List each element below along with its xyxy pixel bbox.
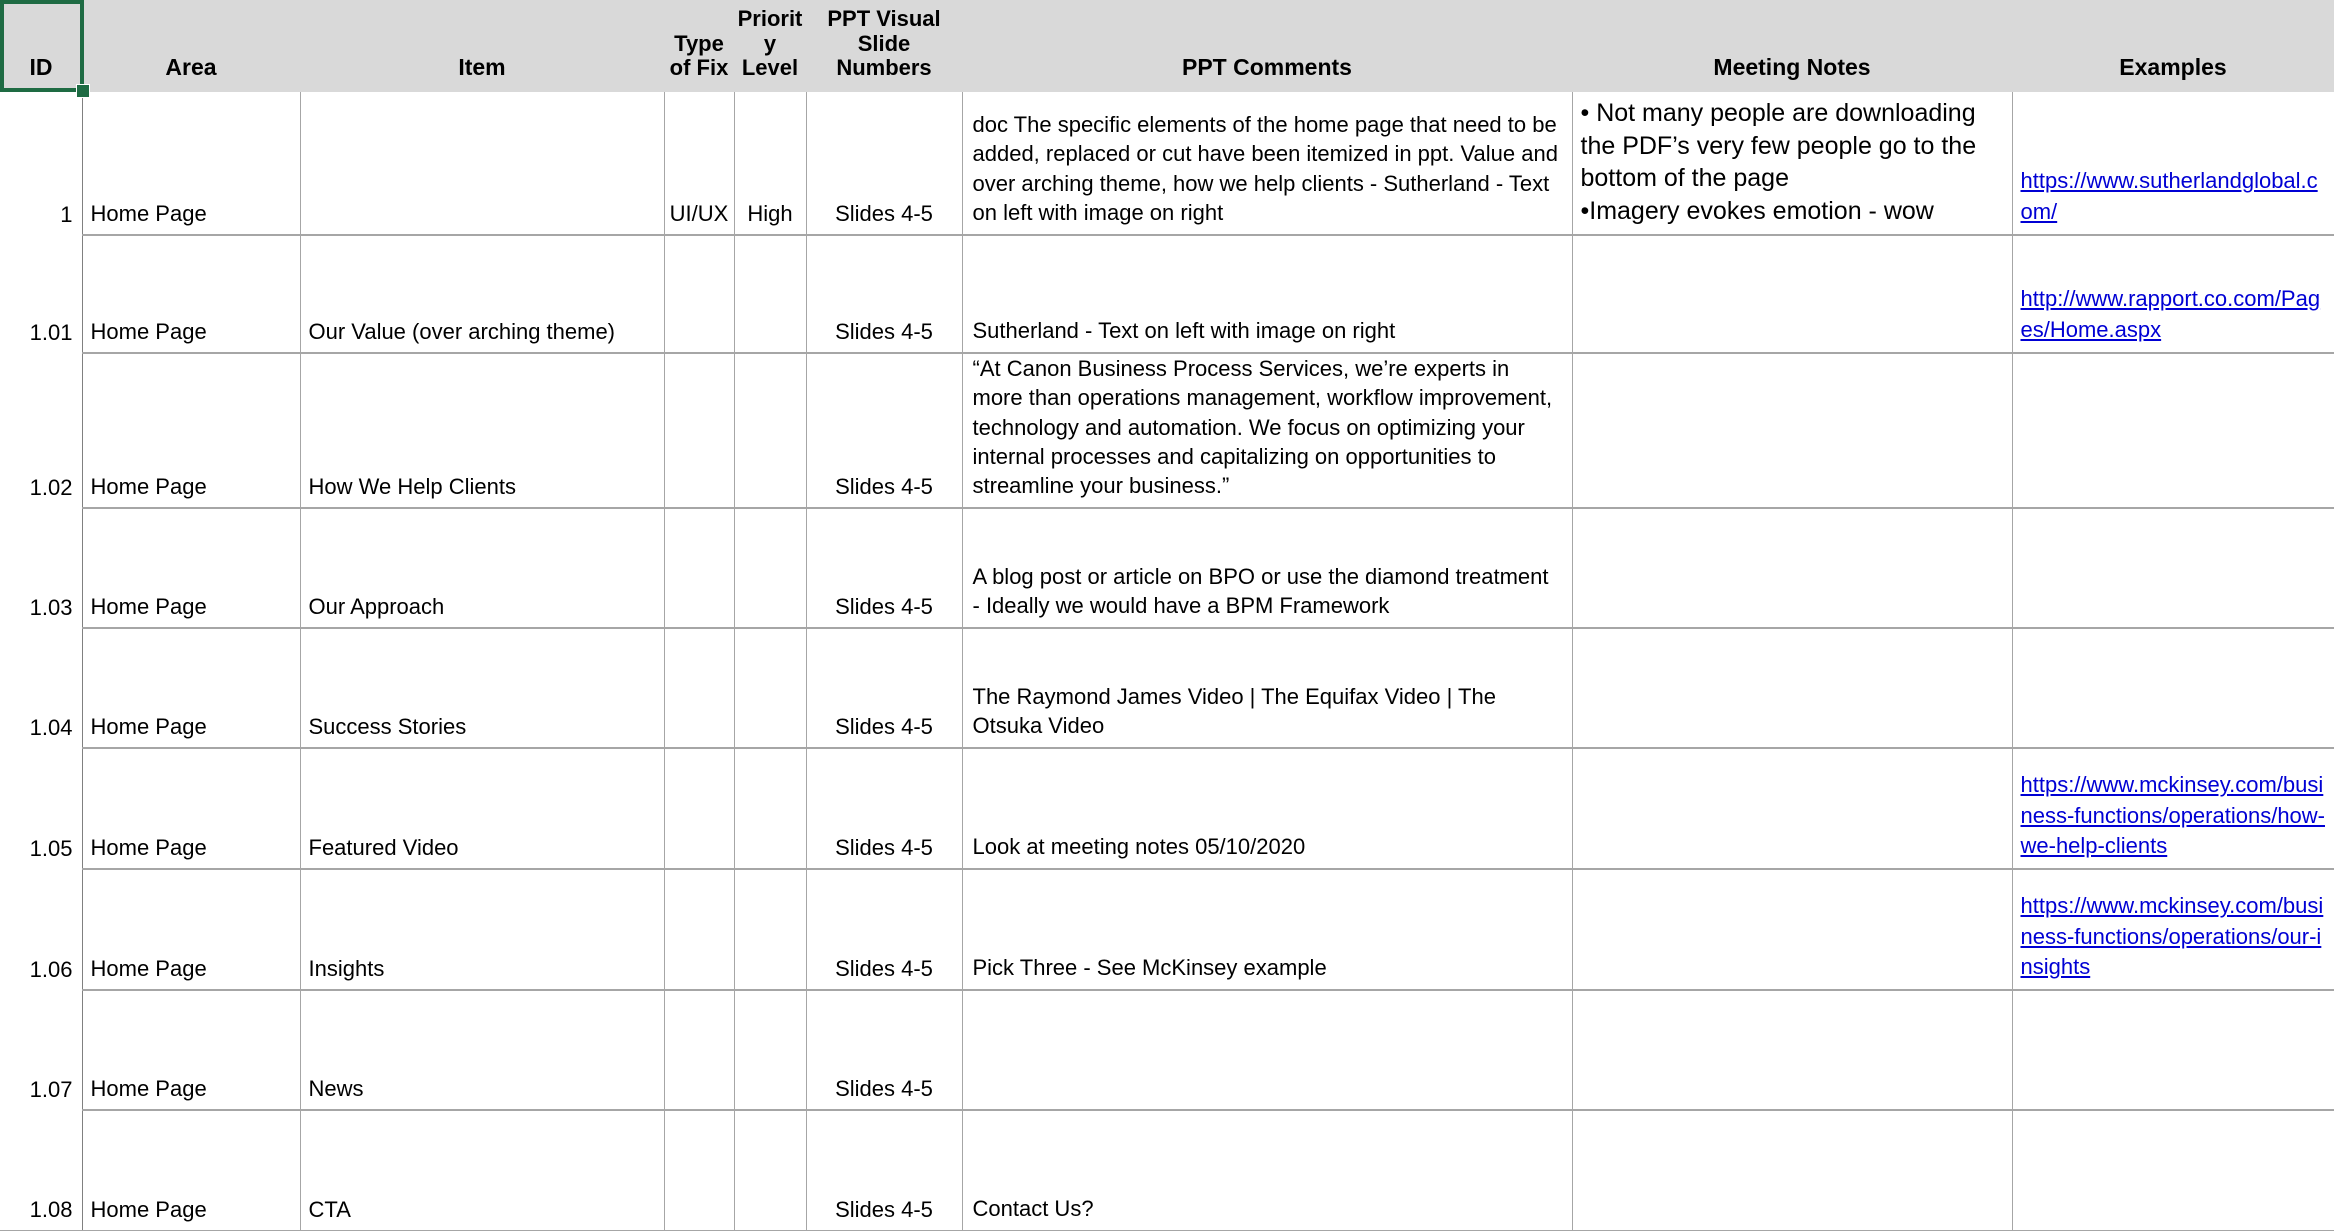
header-label-type-line2: of Fix xyxy=(669,55,729,81)
cell-examples[interactable] xyxy=(2012,748,2334,869)
example-hyperlink[interactable]: https://www.sutherlandglobal.com/ xyxy=(2020,168,2318,224)
cell-area[interactable]: Home Page xyxy=(82,748,300,869)
cell-id[interactable]: 1.06 xyxy=(0,869,82,990)
cell-slide-numbers[interactable]: Slides 4-5 xyxy=(806,748,962,869)
cell-ppt-comments[interactable] xyxy=(962,990,1572,1110)
cell-id[interactable]: 1.02 xyxy=(0,353,82,508)
cell-id[interactable]: 1.07 xyxy=(0,990,82,1110)
cell-priority-level[interactable] xyxy=(734,1110,806,1230)
cell-examples[interactable] xyxy=(2012,1110,2334,1230)
cell-slide-numbers[interactable]: Slides 4-5 xyxy=(806,1110,962,1230)
cell-priority-level[interactable] xyxy=(734,628,806,748)
cell-area[interactable]: Home Page xyxy=(82,508,300,628)
header-label-priority-line3: Level xyxy=(741,55,799,81)
cell-area[interactable]: Home Page xyxy=(82,1110,300,1230)
cell-type-of-fix[interactable] xyxy=(664,235,734,353)
table-row xyxy=(0,235,2334,353)
cell-ppt-comments[interactable]: A blog post or article on BPO or use the diamond treatment - Ideally we would have a BPM Framework xyxy=(962,508,1572,628)
table-row xyxy=(0,92,2334,235)
cell-meeting-notes[interactable] xyxy=(1572,92,2012,235)
table-row xyxy=(0,628,2334,748)
meeting-note-line: • Not many people are downloading the PDF’s very few people go to the bottom of the page xyxy=(1580,99,1977,192)
cell-type-of-fix[interactable] xyxy=(664,748,734,869)
cell-priority-level[interactable]: High xyxy=(734,92,806,235)
cell-area[interactable]: Home Page xyxy=(82,353,300,508)
cell-item[interactable]: Insights xyxy=(300,869,664,990)
cell-ppt-comments[interactable]: “At Canon Business Process Services, we’re experts in more than operations management, workflow improvement, technology and automation. We focus on optimizing your internal processes and capitalizing on opportunities to streamline your business.” xyxy=(962,353,1572,508)
header-label-area: Area xyxy=(165,54,217,81)
header-label-id: ID xyxy=(29,54,53,81)
cell-id[interactable]: 1.08 xyxy=(0,1110,82,1230)
cell-slide-numbers[interactable]: Slides 4-5 xyxy=(806,235,962,353)
column-header-meeting-notes[interactable] xyxy=(1572,0,2012,92)
cell-ppt-comments[interactable]: The Raymond James Video | The Equifax Video | The Otsuka Video xyxy=(962,628,1572,748)
table-row xyxy=(0,353,2334,508)
cell-slide-numbers[interactable]: Slides 4-5 xyxy=(806,990,962,1110)
cell-examples[interactable] xyxy=(2012,235,2334,353)
cell-id[interactable]: 1.04 xyxy=(0,628,82,748)
cell-meeting-notes[interactable] xyxy=(1572,1110,2012,1230)
cell-ppt-comments[interactable]: Contact Us? xyxy=(962,1110,1572,1230)
cell-examples[interactable] xyxy=(2012,990,2334,1110)
cell-type-of-fix[interactable] xyxy=(664,990,734,1110)
cell-meeting-notes[interactable] xyxy=(1572,748,2012,869)
cell-area[interactable]: Home Page xyxy=(82,92,300,235)
header-label-examples: Examples xyxy=(2119,54,2227,81)
table-row xyxy=(0,1110,2334,1230)
column-header-type-of-fix[interactable] xyxy=(664,0,734,92)
cell-meeting-notes[interactable] xyxy=(1572,869,2012,990)
cell-priority-level[interactable] xyxy=(734,990,806,1110)
cell-slide-numbers[interactable]: Slides 4-5 xyxy=(806,869,962,990)
cell-item[interactable]: Our Approach xyxy=(300,508,664,628)
column-header-item[interactable] xyxy=(300,0,664,92)
cell-area[interactable]: Home Page xyxy=(82,990,300,1110)
cell-priority-level[interactable] xyxy=(734,508,806,628)
cell-priority-level[interactable] xyxy=(734,748,806,869)
cell-slide-numbers[interactable]: Slides 4-5 xyxy=(806,353,962,508)
cell-ppt-comments[interactable]: Sutherland - Text on left with image on right xyxy=(962,235,1572,353)
cell-area[interactable]: Home Page xyxy=(82,628,300,748)
cell-id[interactable]: 1.05 xyxy=(0,748,82,869)
column-header-ppt-comments[interactable] xyxy=(962,0,1572,92)
column-header-ppt-visual-slide-numbers[interactable] xyxy=(806,0,962,92)
table-row xyxy=(0,508,2334,628)
cell-type-of-fix[interactable] xyxy=(664,353,734,508)
column-header-examples[interactable] xyxy=(2012,0,2334,92)
cell-id[interactable]: 1.01 xyxy=(0,235,82,353)
cell-item[interactable]: How We Help Clients xyxy=(300,353,664,508)
cell-meeting-notes[interactable] xyxy=(1572,508,2012,628)
cell-ppt-comments[interactable]: Pick Three - See McKinsey example xyxy=(962,869,1572,990)
header-label-type-line1: Type xyxy=(674,30,724,56)
table-row xyxy=(0,869,2334,990)
header-label-ppt-comments: PPT Comments xyxy=(1182,54,1352,81)
cell-examples[interactable] xyxy=(2012,92,2334,235)
cell-area[interactable]: Home Page xyxy=(82,869,300,990)
cell-type-of-fix[interactable] xyxy=(664,628,734,748)
header-label-priority-line1: Priorit xyxy=(737,6,803,32)
example-hyperlink[interactable]: https://www.mckinsey.com/business-functions/operations/how-we-help-clients xyxy=(2020,772,2325,858)
column-header-row xyxy=(0,0,2334,92)
cell-id[interactable]: 1.03 xyxy=(0,508,82,628)
cell-item[interactable]: News xyxy=(300,990,664,1110)
header-label-slides-line3: Numbers xyxy=(836,55,932,81)
cell-type-of-fix[interactable] xyxy=(664,869,734,990)
header-label-item: Item xyxy=(458,54,506,81)
cell-ppt-comments[interactable]: Look at meeting notes 05/10/2020 xyxy=(962,748,1572,869)
cell-item[interactable]: Featured Video xyxy=(300,748,664,869)
table-row xyxy=(0,990,2334,1110)
cell-item[interactable]: Success Stories xyxy=(300,628,664,748)
cell-meeting-notes[interactable] xyxy=(1572,353,2012,508)
header-label-priority-line2: y xyxy=(763,30,777,56)
cell-area[interactable]: Home Page xyxy=(82,235,300,353)
cell-meeting-notes[interactable] xyxy=(1572,628,2012,748)
cell-priority-level[interactable] xyxy=(734,869,806,990)
cell-meeting-notes[interactable] xyxy=(1572,990,2012,1110)
cell-examples[interactable] xyxy=(2012,508,2334,628)
cell-type-of-fix[interactable]: UI/UX xyxy=(664,92,734,235)
cell-slide-numbers[interactable]: Slides 4-5 xyxy=(806,92,962,235)
meeting-note-line: •Imagery evokes emotion - wow xyxy=(1580,196,1934,225)
worksheet-rows xyxy=(0,92,2334,1230)
cell-meeting-notes[interactable] xyxy=(1572,235,2012,353)
cell-ppt-comments[interactable]: doc The specific elements of the home page that need to be added, replaced or cut have been itemized in ppt. Value and over arching theme, how we help clients - Sutherland - Text on left with image on right xyxy=(962,92,1572,235)
cell-priority-level[interactable] xyxy=(734,353,806,508)
header-label-meeting-notes: Meeting Notes xyxy=(1713,54,1871,81)
cell-type-of-fix[interactable] xyxy=(664,508,734,628)
cell-item[interactable]: CTA xyxy=(300,1110,664,1230)
column-header-priority-level[interactable] xyxy=(734,0,806,92)
column-header-id[interactable] xyxy=(0,0,82,92)
cell-examples[interactable] xyxy=(2012,628,2334,748)
column-header-area[interactable] xyxy=(82,0,300,92)
cell-id[interactable]: 1 xyxy=(0,92,82,235)
cell-examples[interactable] xyxy=(2012,353,2334,508)
cell-item[interactable]: Our Value (over arching theme) xyxy=(300,235,664,353)
cell-slide-numbers[interactable]: Slides 4-5 xyxy=(806,628,962,748)
cell-priority-level[interactable] xyxy=(734,235,806,353)
header-label-slides-line1: PPT Visual xyxy=(827,6,941,32)
example-hyperlink[interactable]: http://www.rapport.co.com/Pages/Home.aspx xyxy=(2020,286,2321,342)
cell-slide-numbers[interactable]: Slides 4-5 xyxy=(806,508,962,628)
cell-item[interactable] xyxy=(300,92,664,235)
table-row xyxy=(0,748,2334,869)
example-hyperlink[interactable]: https://www.mckinsey.com/business-functions/operations/our-insights xyxy=(2020,893,2324,979)
cell-type-of-fix[interactable] xyxy=(664,1110,734,1230)
cell-examples[interactable] xyxy=(2012,869,2334,990)
header-label-slides-line2: Slide xyxy=(857,30,911,56)
